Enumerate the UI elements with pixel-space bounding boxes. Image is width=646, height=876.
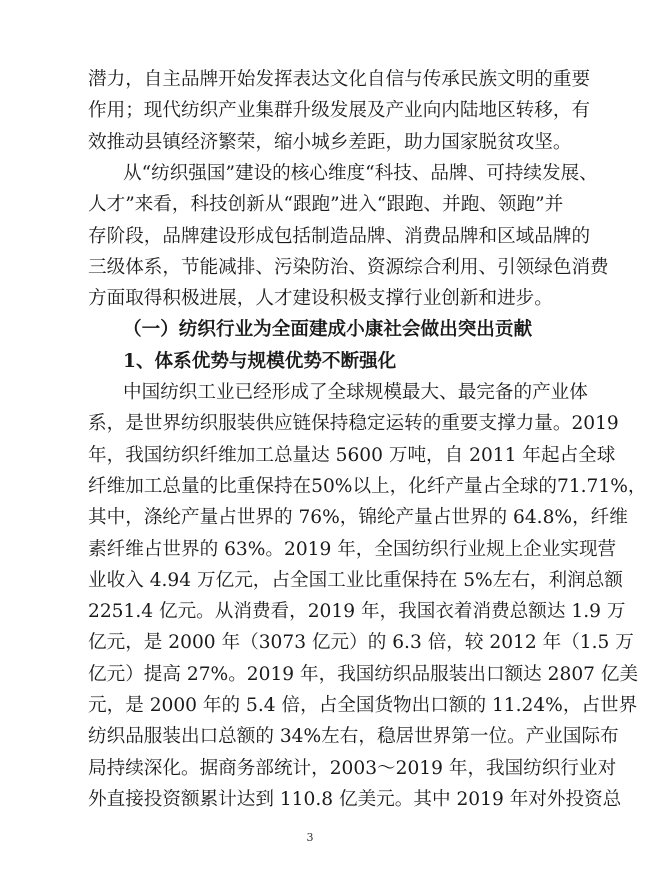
paragraph-line: 外直接投资额累计达到 110.8 亿美元。其中 2019 年对外投资总 (88, 789, 622, 810)
paragraph-line: 作用；现代纺织产业集群升级发展及产业向内陆地区转移，有 (88, 100, 591, 121)
paragraph-line: 存阶段，品牌建设形成包括制造品牌、消费品牌和区域品牌的 (88, 226, 591, 247)
paragraph-line: 人才”来看，科技创新从“跟跑”进入“跟跑、并跑、领跑”并 (88, 194, 564, 215)
paragraph-line: 其中，涤纶产量占世界的 76%，锦纶产量占世界的 64.8%，纤维 (88, 507, 628, 528)
section-heading: （一）纺织行业为全面建成小康社会做出突出贡献 (123, 319, 533, 340)
paragraph-line: 中国纺织工业已经形成了全球规模最大、最完备的产业体 (123, 382, 588, 403)
paragraph-line: 纺织品服装出口总额的 34%左右，稳居世界第一位。产业国际布 (88, 726, 619, 747)
paragraph-line: 方面取得积极进展，人才建设积极支撑行业创新和进步。 (88, 288, 553, 309)
paragraph-line: 纤维加工总量的比重保持在50%以上，化纤产量占全球的71.71%， (88, 476, 646, 497)
paragraph-line: 业收入 4.94 万亿元，占全国工业比重保持在 5%左右，利润总额 (88, 570, 623, 591)
paragraph-line: 亿元，是 2000 年（3073 亿元）的 6.3 倍，较 2012 年（1.5 万 (88, 632, 634, 653)
subsection-heading: 1、体系优势与规模优势不断强化 (123, 351, 397, 372)
paragraph-line: 2251.4 亿元。从消费看，2019 年，我国衣着消费总额达 1.9 万 (88, 601, 626, 622)
paragraph-line: 亿元）提高 27%。2019 年，我国纺织品服装出口额达 2807 亿美 (88, 664, 639, 685)
paragraph-line: 潜力，自主品牌开始发挥表达文化自信与传承民族文明的重要 (88, 69, 591, 90)
paragraph-line: 系，是世界纺织服装供应链保持稳定运转的重要支撑力量。2019 (88, 413, 619, 434)
paragraph-line: 元，是 2000 年的 5.4 倍，占全国货物出口额的 11.24%，占世界 (88, 695, 638, 716)
paragraph-line: 从“纺织强国”建设的核心维度“科技、品牌、可持续发展、 (123, 163, 598, 184)
page-number: 3 (306, 831, 314, 844)
paragraph-line: 素纤维占世界的 63%。2019 年，全国纺织行业规上企业实现营 (88, 539, 617, 560)
paragraph-line: 局持续深化。据商务部统计，2003～2019 年，我国纺织行业对 (88, 758, 617, 779)
paragraph-line: 效推动县镇经济繁荣，缩小城乡差距，助力国家脱贫攻坚。 (88, 132, 572, 153)
paragraph-line: 年，我国纺织纤维加工总量达 5600 万吨，自 2011 年起占全球 (88, 445, 616, 466)
paragraph-line: 三级体系，节能减排、污染防治、资源综合利用、引领绿色消费 (88, 257, 609, 278)
